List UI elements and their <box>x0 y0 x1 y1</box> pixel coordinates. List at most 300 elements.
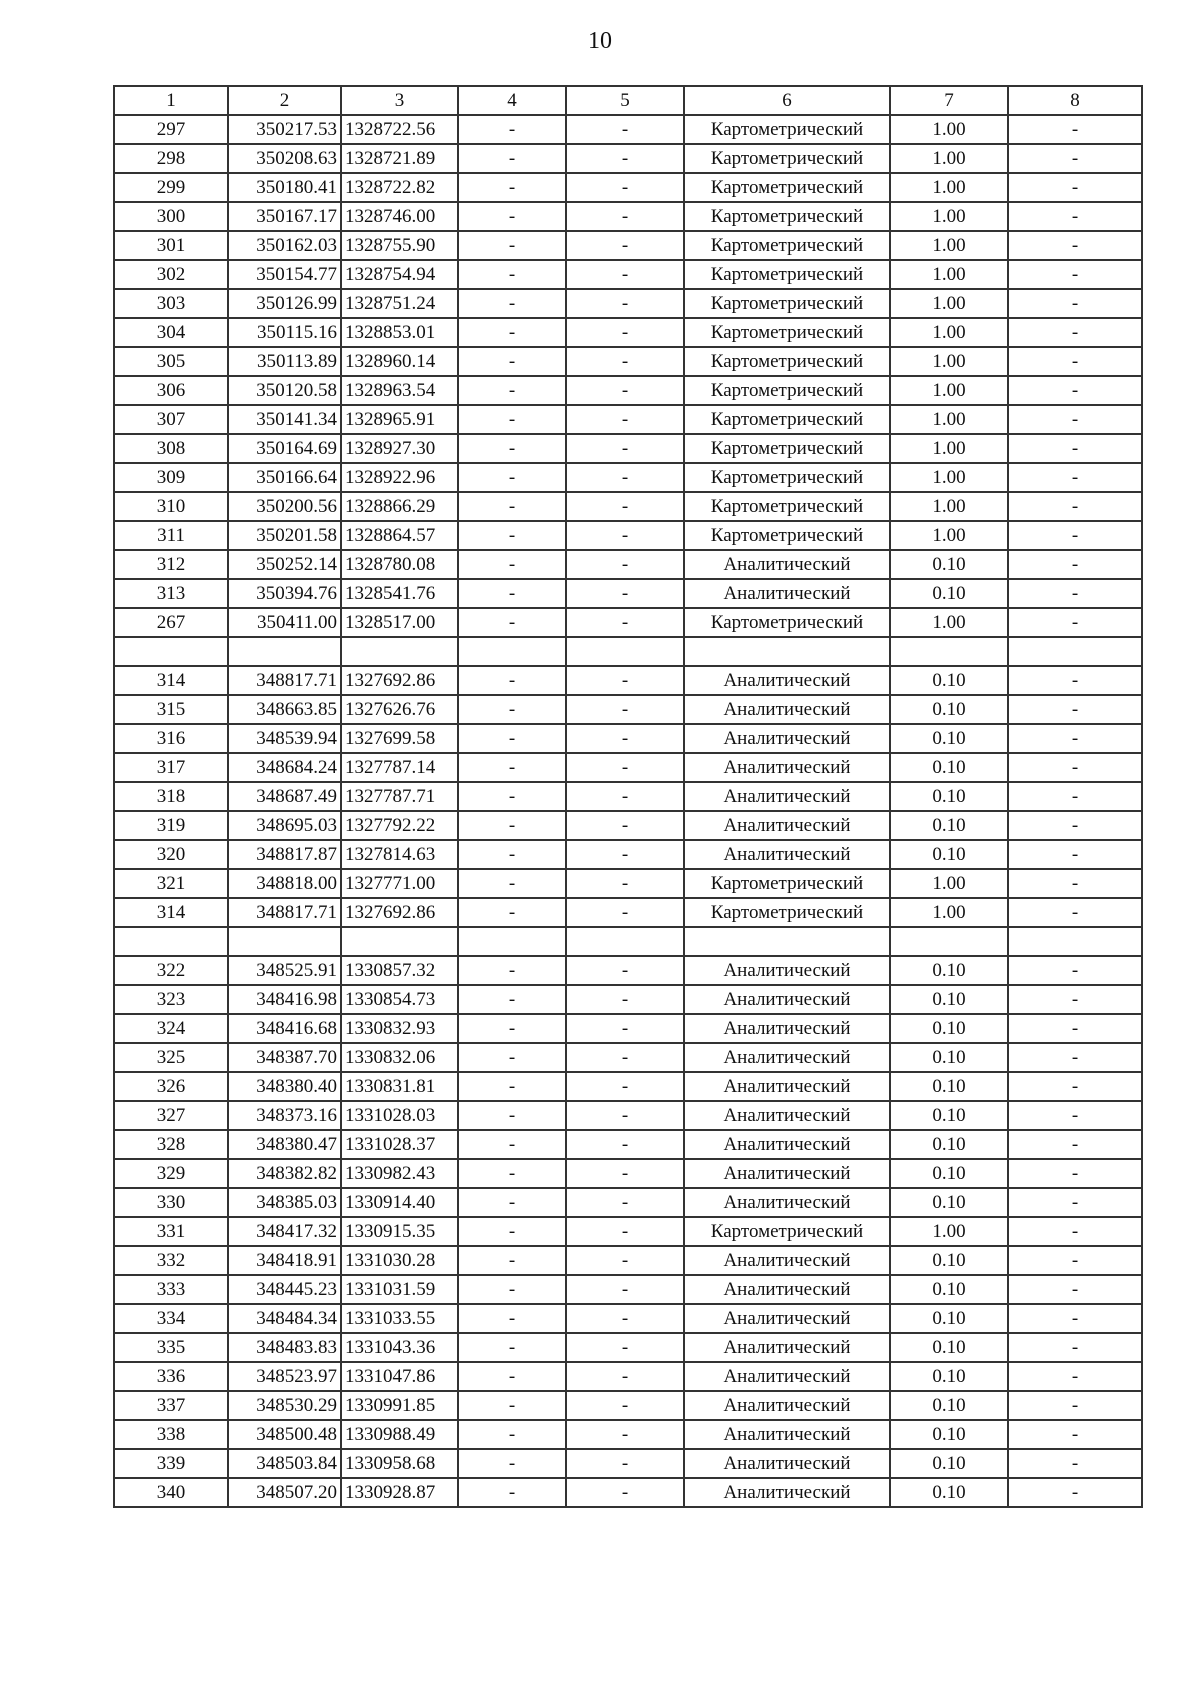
cell-point-number: 335 <box>114 1333 228 1362</box>
cell-column-4-value: - <box>458 1072 566 1101</box>
cell-y-coordinate: 1328864.57 <box>341 521 458 550</box>
cell-accuracy: 0.10 <box>890 1478 1008 1507</box>
cell-method: Картометрический <box>684 521 890 550</box>
cell-accuracy: 0.10 <box>890 666 1008 695</box>
cell-point-number: 337 <box>114 1391 228 1420</box>
cell-column-5-value: - <box>566 289 684 318</box>
cell-point-number: 310 <box>114 492 228 521</box>
cell-method <box>684 927 890 956</box>
table-row <box>114 1159 1142 1188</box>
cell-method: Аналитический <box>684 985 890 1014</box>
cell-method: Аналитический <box>684 579 890 608</box>
table-body <box>114 115 1142 1507</box>
cell-column-5-value: - <box>566 318 684 347</box>
cell-column-5-value: - <box>566 695 684 724</box>
cell-accuracy: 1.00 <box>890 144 1008 173</box>
cell-column-4-value: - <box>458 956 566 985</box>
cell-accuracy: 0.10 <box>890 1188 1008 1217</box>
cell-column-8-value: - <box>1008 840 1142 869</box>
cell-column-4-value: - <box>458 898 566 927</box>
cell-y-coordinate: 1327792.22 <box>341 811 458 840</box>
cell-column-5-value: - <box>566 811 684 840</box>
cell-method: Аналитический <box>684 1159 890 1188</box>
cell-column-5-value: - <box>566 492 684 521</box>
cell-method: Аналитический <box>684 956 890 985</box>
cell-column-5-value: - <box>566 260 684 289</box>
cell-x-coordinate: 348663.85 <box>228 695 341 724</box>
cell-accuracy: 0.10 <box>890 695 1008 724</box>
cell-method: Аналитический <box>684 1275 890 1304</box>
cell-column-4-value: - <box>458 550 566 579</box>
cell-column-8-value: - <box>1008 1391 1142 1420</box>
cell-x-coordinate: 348687.49 <box>228 782 341 811</box>
table-row <box>114 1043 1142 1072</box>
cell-column-8-value: - <box>1008 434 1142 463</box>
cell-method: Картометрический <box>684 318 890 347</box>
cell-point-number: 331 <box>114 1217 228 1246</box>
cell-column-5-value: - <box>566 724 684 753</box>
cell-accuracy: 0.10 <box>890 1391 1008 1420</box>
cell-x-coordinate: 348445.23 <box>228 1275 341 1304</box>
cell-method: Аналитический <box>684 1014 890 1043</box>
cell-column-4-value: - <box>458 521 566 550</box>
cell-point-number: 302 <box>114 260 228 289</box>
cell-x-coordinate: 350154.77 <box>228 260 341 289</box>
cell-point-number: 326 <box>114 1072 228 1101</box>
cell-method: Аналитический <box>684 753 890 782</box>
cell-method: Картометрический <box>684 115 890 144</box>
cell-accuracy: 1.00 <box>890 115 1008 144</box>
cell-x-coordinate: 348695.03 <box>228 811 341 840</box>
cell-column-4-value: - <box>458 463 566 492</box>
cell-column-4-value: - <box>458 1014 566 1043</box>
cell-column-4-value: - <box>458 1420 566 1449</box>
coordinates-table <box>113 85 1143 1508</box>
cell-accuracy: 0.10 <box>890 782 1008 811</box>
cell-method: Картометрический <box>684 405 890 434</box>
cell-y-coordinate: 1330914.40 <box>341 1188 458 1217</box>
cell-accuracy: 1.00 <box>890 1217 1008 1246</box>
cell-column-4-value: - <box>458 260 566 289</box>
cell-column-8-value: - <box>1008 579 1142 608</box>
cell-column-8-value: - <box>1008 898 1142 927</box>
cell-accuracy: 0.10 <box>890 579 1008 608</box>
table-row <box>114 1333 1142 1362</box>
table-row <box>114 840 1142 869</box>
cell-column-4-value: - <box>458 202 566 231</box>
cell-column-8-value: - <box>1008 1304 1142 1333</box>
cell-y-coordinate: 1327699.58 <box>341 724 458 753</box>
cell-y-coordinate: 1330988.49 <box>341 1420 458 1449</box>
table-row <box>114 289 1142 318</box>
cell-y-coordinate: 1328746.00 <box>341 202 458 231</box>
table-row <box>114 724 1142 753</box>
cell-x-coordinate: 350167.17 <box>228 202 341 231</box>
cell-method: Аналитический <box>684 1043 890 1072</box>
cell-x-coordinate: 350141.34 <box>228 405 341 434</box>
cell-point-number: 322 <box>114 956 228 985</box>
cell-method: Картометрический <box>684 463 890 492</box>
cell-method: Аналитический <box>684 1362 890 1391</box>
cell-x-coordinate: 350162.03 <box>228 231 341 260</box>
cell-accuracy: 1.00 <box>890 898 1008 927</box>
cell-x-coordinate: 348416.68 <box>228 1014 341 1043</box>
cell-accuracy: 0.10 <box>890 550 1008 579</box>
cell-column-5-value: - <box>566 608 684 637</box>
cell-x-coordinate: 348417.32 <box>228 1217 341 1246</box>
cell-y-coordinate: 1328541.76 <box>341 579 458 608</box>
cell-method <box>684 637 890 666</box>
column-header-5: 5 <box>566 86 684 115</box>
cell-accuracy: 1.00 <box>890 173 1008 202</box>
cell-column-4-value: - <box>458 608 566 637</box>
cell-column-8-value: - <box>1008 1101 1142 1130</box>
cell-column-5-value: - <box>566 463 684 492</box>
cell-y-coordinate: 1328853.01 <box>341 318 458 347</box>
cell-column-5-value: - <box>566 115 684 144</box>
cell-x-coordinate: 350113.89 <box>228 347 341 376</box>
cell-accuracy: 1.00 <box>890 463 1008 492</box>
cell-x-coordinate: 350394.76 <box>228 579 341 608</box>
column-header-8: 8 <box>1008 86 1142 115</box>
cell-point-number: 300 <box>114 202 228 231</box>
cell-x-coordinate: 348484.34 <box>228 1304 341 1333</box>
cell-accuracy: 0.10 <box>890 1246 1008 1275</box>
cell-column-4-value: - <box>458 318 566 347</box>
table-row <box>114 666 1142 695</box>
cell-point-number: 319 <box>114 811 228 840</box>
cell-accuracy: 1.00 <box>890 202 1008 231</box>
cell-column-4-value: - <box>458 753 566 782</box>
cell-point-number: 311 <box>114 521 228 550</box>
cell-x-coordinate: 348503.84 <box>228 1449 341 1478</box>
cell-y-coordinate: 1331033.55 <box>341 1304 458 1333</box>
table-row <box>114 1217 1142 1246</box>
cell-column-8-value: - <box>1008 608 1142 637</box>
cell-accuracy: 1.00 <box>890 318 1008 347</box>
cell-column-4-value: - <box>458 1101 566 1130</box>
cell-column-8-value: - <box>1008 1275 1142 1304</box>
cell-column-5-value: - <box>566 1217 684 1246</box>
cell-accuracy: 0.10 <box>890 1014 1008 1043</box>
cell-x-coordinate: 348483.83 <box>228 1333 341 1362</box>
cell-accuracy <box>890 927 1008 956</box>
cell-column-5-value: - <box>566 550 684 579</box>
cell-point-number <box>114 927 228 956</box>
cell-x-coordinate: 348539.94 <box>228 724 341 753</box>
cell-column-8-value: - <box>1008 463 1142 492</box>
cell-x-coordinate: 348507.20 <box>228 1478 341 1507</box>
cell-column-5-value: - <box>566 347 684 376</box>
cell-method: Картометрический <box>684 1217 890 1246</box>
cell-x-coordinate: 350200.56 <box>228 492 341 521</box>
cell-column-4-value: - <box>458 985 566 1014</box>
cell-x-coordinate: 350120.58 <box>228 376 341 405</box>
table-row <box>114 173 1142 202</box>
cell-accuracy: 1.00 <box>890 869 1008 898</box>
cell-point-number: 305 <box>114 347 228 376</box>
cell-point-number: 309 <box>114 463 228 492</box>
cell-method: Картометрический <box>684 202 890 231</box>
cell-method: Картометрический <box>684 347 890 376</box>
cell-column-8-value: - <box>1008 1014 1142 1043</box>
cell-y-coordinate: 1331028.03 <box>341 1101 458 1130</box>
cell-y-coordinate: 1328722.82 <box>341 173 458 202</box>
table-row <box>114 521 1142 550</box>
cell-point-number: 299 <box>114 173 228 202</box>
cell-column-8-value: - <box>1008 1478 1142 1507</box>
cell-column-8-value: - <box>1008 695 1142 724</box>
table-row <box>114 492 1142 521</box>
cell-method: Аналитический <box>684 1478 890 1507</box>
cell-column-5-value: - <box>566 1014 684 1043</box>
cell-column-8-value: - <box>1008 1159 1142 1188</box>
cell-point-number: 323 <box>114 985 228 1014</box>
cell-column-8-value: - <box>1008 376 1142 405</box>
cell-column-8-value: - <box>1008 956 1142 985</box>
cell-point-number: 316 <box>114 724 228 753</box>
cell-y-coordinate: 1328965.91 <box>341 405 458 434</box>
cell-y-coordinate: 1331043.36 <box>341 1333 458 1362</box>
cell-accuracy: 1.00 <box>890 260 1008 289</box>
cell-column-8-value: - <box>1008 202 1142 231</box>
cell-point-number: 339 <box>114 1449 228 1478</box>
cell-column-5-value: - <box>566 1420 684 1449</box>
cell-column-8-value: - <box>1008 405 1142 434</box>
cell-y-coordinate: 1330857.32 <box>341 956 458 985</box>
cell-x-coordinate: 350126.99 <box>228 289 341 318</box>
table-row <box>114 1101 1142 1130</box>
cell-method: Аналитический <box>684 811 890 840</box>
cell-column-4-value: - <box>458 347 566 376</box>
cell-column-8-value: - <box>1008 811 1142 840</box>
cell-column-8-value: - <box>1008 318 1142 347</box>
cell-x-coordinate: 348817.71 <box>228 898 341 927</box>
cell-x-coordinate: 348387.70 <box>228 1043 341 1072</box>
cell-column-8-value: - <box>1008 1043 1142 1072</box>
cell-column-4-value: - <box>458 840 566 869</box>
cell-accuracy: 0.10 <box>890 1275 1008 1304</box>
cell-x-coordinate: 350180.41 <box>228 173 341 202</box>
cell-column-4-value: - <box>458 231 566 260</box>
cell-accuracy: 0.10 <box>890 1304 1008 1333</box>
cell-x-coordinate: 350208.63 <box>228 144 341 173</box>
cell-column-4-value: - <box>458 724 566 753</box>
cell-point-number: 318 <box>114 782 228 811</box>
cell-column-8-value: - <box>1008 753 1142 782</box>
cell-column-5-value: - <box>566 405 684 434</box>
cell-column-5-value: - <box>566 1159 684 1188</box>
cell-point-number: 333 <box>114 1275 228 1304</box>
cell-column-8-value: - <box>1008 1217 1142 1246</box>
cell-method: Картометрический <box>684 144 890 173</box>
table-row <box>114 1130 1142 1159</box>
cell-column-5-value: - <box>566 173 684 202</box>
cell-x-coordinate: 348818.00 <box>228 869 341 898</box>
cell-column-8-value: - <box>1008 1362 1142 1391</box>
cell-accuracy: 0.10 <box>890 811 1008 840</box>
cell-point-number: 301 <box>114 231 228 260</box>
cell-method: Картометрический <box>684 231 890 260</box>
cell-point-number: 306 <box>114 376 228 405</box>
cell-column-8-value: - <box>1008 724 1142 753</box>
cell-column-4-value: - <box>458 405 566 434</box>
cell-x-coordinate: 348373.16 <box>228 1101 341 1130</box>
table-row <box>114 1304 1142 1333</box>
cell-column-5-value: - <box>566 1275 684 1304</box>
cell-y-coordinate: 1331030.28 <box>341 1246 458 1275</box>
cell-column-5-value: - <box>566 376 684 405</box>
cell-y-coordinate: 1327626.76 <box>341 695 458 724</box>
cell-method: Картометрический <box>684 492 890 521</box>
cell-y-coordinate: 1330915.35 <box>341 1217 458 1246</box>
cell-x-coordinate: 350166.64 <box>228 463 341 492</box>
cell-column-8-value: - <box>1008 1130 1142 1159</box>
cell-method: Аналитический <box>684 1333 890 1362</box>
cell-accuracy: 0.10 <box>890 840 1008 869</box>
cell-column-4-value: - <box>458 1478 566 1507</box>
cell-column-4-value: - <box>458 376 566 405</box>
cell-method: Картометрический <box>684 869 890 898</box>
cell-column-4-value: - <box>458 1043 566 1072</box>
table-row <box>114 231 1142 260</box>
table-row <box>114 637 1142 666</box>
cell-accuracy: 1.00 <box>890 608 1008 637</box>
cell-column-5-value: - <box>566 1391 684 1420</box>
column-header-4: 4 <box>458 86 566 115</box>
cell-column-4-value: - <box>458 144 566 173</box>
cell-point-number: 327 <box>114 1101 228 1130</box>
table-row <box>114 376 1142 405</box>
cell-column-8-value: - <box>1008 1072 1142 1101</box>
cell-y-coordinate: 1327692.86 <box>341 898 458 927</box>
cell-x-coordinate: 348385.03 <box>228 1188 341 1217</box>
cell-y-coordinate: 1328780.08 <box>341 550 458 579</box>
cell-point-number: 321 <box>114 869 228 898</box>
cell-column-5-value: - <box>566 1072 684 1101</box>
table-row <box>114 1275 1142 1304</box>
column-header-7: 7 <box>890 86 1008 115</box>
cell-column-4-value: - <box>458 1391 566 1420</box>
cell-column-4-value: - <box>458 695 566 724</box>
table-row <box>114 608 1142 637</box>
cell-y-coordinate: 1328755.90 <box>341 231 458 260</box>
cell-column-5-value <box>566 927 684 956</box>
cell-column-8-value: - <box>1008 1420 1142 1449</box>
table-row <box>114 550 1142 579</box>
cell-column-4-value: - <box>458 492 566 521</box>
cell-column-4-value: - <box>458 1188 566 1217</box>
cell-x-coordinate: 350115.16 <box>228 318 341 347</box>
table-row <box>114 927 1142 956</box>
cell-y-coordinate: 1327787.71 <box>341 782 458 811</box>
cell-column-5-value: - <box>566 521 684 550</box>
cell-y-coordinate: 1330854.73 <box>341 985 458 1014</box>
cell-accuracy: 0.10 <box>890 1072 1008 1101</box>
cell-column-8-value: - <box>1008 144 1142 173</box>
cell-column-4-value: - <box>458 1304 566 1333</box>
column-header-2: 2 <box>228 86 341 115</box>
cell-x-coordinate: 350217.53 <box>228 115 341 144</box>
cell-accuracy: 0.10 <box>890 1449 1008 1478</box>
cell-point-number: 312 <box>114 550 228 579</box>
cell-method: Картометрический <box>684 260 890 289</box>
cell-accuracy: 1.00 <box>890 492 1008 521</box>
table-row <box>114 695 1142 724</box>
cell-column-5-value: - <box>566 1188 684 1217</box>
cell-x-coordinate: 348380.40 <box>228 1072 341 1101</box>
cell-column-5-value: - <box>566 1333 684 1362</box>
cell-column-5-value: - <box>566 1101 684 1130</box>
cell-column-5-value: - <box>566 434 684 463</box>
cell-column-5-value <box>566 637 684 666</box>
cell-column-4-value: - <box>458 1159 566 1188</box>
cell-point-number: 313 <box>114 579 228 608</box>
table-row <box>114 1391 1142 1420</box>
table-row <box>114 347 1142 376</box>
cell-column-4-value: - <box>458 1449 566 1478</box>
cell-column-5-value: - <box>566 985 684 1014</box>
cell-accuracy: 0.10 <box>890 1043 1008 1072</box>
cell-column-5-value: - <box>566 782 684 811</box>
cell-x-coordinate: 348418.91 <box>228 1246 341 1275</box>
cell-x-coordinate: 348817.87 <box>228 840 341 869</box>
cell-column-4-value <box>458 637 566 666</box>
cell-accuracy: 0.10 <box>890 1362 1008 1391</box>
cell-column-4-value: - <box>458 115 566 144</box>
cell-column-4-value: - <box>458 782 566 811</box>
cell-column-4-value: - <box>458 869 566 898</box>
cell-column-4-value: - <box>458 1333 566 1362</box>
cell-point-number: 325 <box>114 1043 228 1072</box>
cell-accuracy: 0.10 <box>890 985 1008 1014</box>
cell-x-coordinate: 350252.14 <box>228 550 341 579</box>
cell-y-coordinate: 1328866.29 <box>341 492 458 521</box>
cell-y-coordinate: 1331028.37 <box>341 1130 458 1159</box>
cell-point-number: 297 <box>114 115 228 144</box>
cell-method: Аналитический <box>684 1304 890 1333</box>
cell-column-8-value: - <box>1008 869 1142 898</box>
cell-point-number: 334 <box>114 1304 228 1333</box>
cell-point-number: 328 <box>114 1130 228 1159</box>
cell-column-8-value: - <box>1008 289 1142 318</box>
cell-point-number: 267 <box>114 608 228 637</box>
cell-point-number: 324 <box>114 1014 228 1043</box>
cell-y-coordinate: 1328721.89 <box>341 144 458 173</box>
cell-column-8-value <box>1008 927 1142 956</box>
cell-column-8-value: - <box>1008 115 1142 144</box>
cell-column-4-value: - <box>458 1275 566 1304</box>
cell-x-coordinate: 348525.91 <box>228 956 341 985</box>
cell-point-number: 314 <box>114 666 228 695</box>
cell-accuracy: 1.00 <box>890 289 1008 318</box>
table-row <box>114 318 1142 347</box>
cell-x-coordinate <box>228 637 341 666</box>
cell-column-8-value: - <box>1008 260 1142 289</box>
header-row <box>114 86 1142 115</box>
cell-column-5-value: - <box>566 1246 684 1275</box>
cell-point-number: 329 <box>114 1159 228 1188</box>
cell-x-coordinate: 350164.69 <box>228 434 341 463</box>
cell-point-number: 307 <box>114 405 228 434</box>
cell-x-coordinate <box>228 927 341 956</box>
cell-column-4-value: - <box>458 173 566 202</box>
cell-column-5-value: - <box>566 1478 684 1507</box>
table-row <box>114 260 1142 289</box>
cell-column-4-value: - <box>458 1246 566 1275</box>
table-row <box>114 202 1142 231</box>
cell-x-coordinate: 348380.47 <box>228 1130 341 1159</box>
